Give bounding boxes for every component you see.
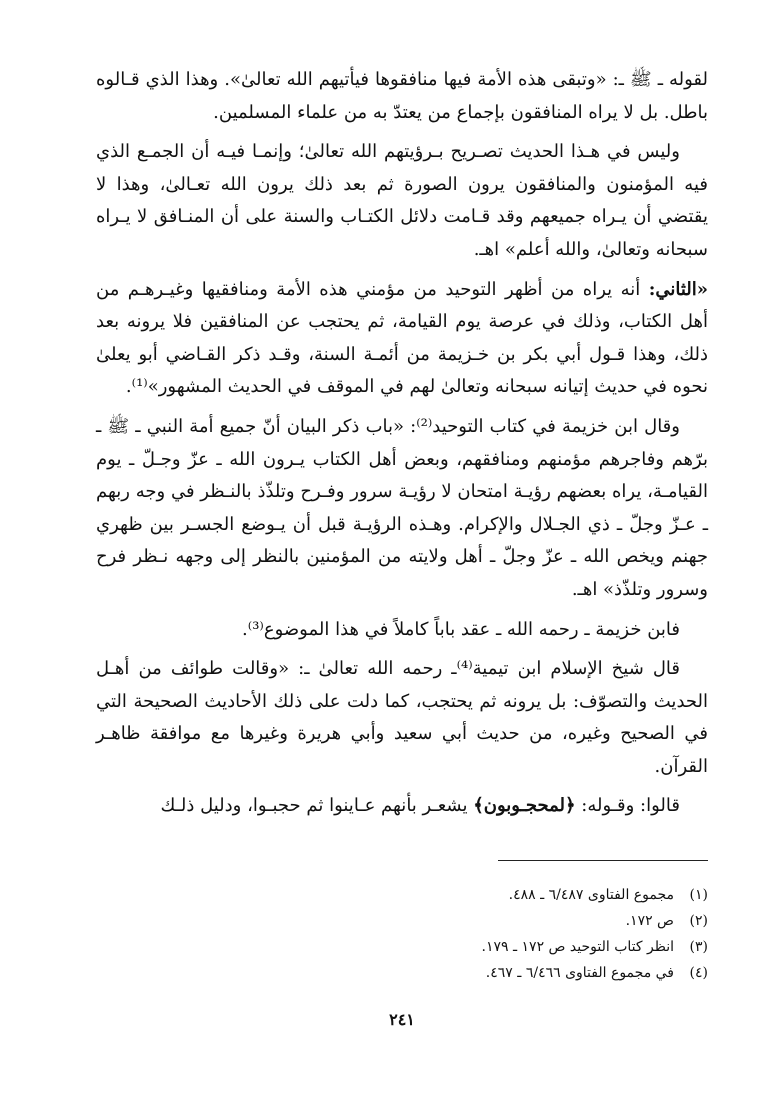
footnote-text: مجموع الفتاوى ٦/٤٨٧ ـ ٤٨٨. xyxy=(508,887,674,903)
footnote-2 xyxy=(96,908,708,934)
paragraph-7 xyxy=(96,790,708,823)
footnote-1 xyxy=(96,882,708,908)
footnote-text: انظر كتاب التوحيد ص ١٧٢ ـ ١٧٩. xyxy=(481,939,674,955)
footnote-separator xyxy=(498,860,708,861)
footnote-number: (٤) xyxy=(689,965,708,981)
paragraph-3-text: أنه يراه من أظهر التوحيد من مؤمني هذه الأمة ومنافقيها وغيـرهـم من أهل الكتاب، وذلك في عرصة يوم القيامة، ثم يحتجب عن المنافقين فلا يرونه بعد ذلك، وهذا قـول أبي بكر بن خـزيمة من أئمـة السنة، وقـد ذكر القـاضي أبو يعلىٰ نحوه في حديث إتيانه سبحانه وتعالىٰ لهم في الموقف في الحديث المشهور»⁽¹⁾. xyxy=(96,278,708,398)
paragraph-4: وقال ابن خزيمة في كتاب التوحيد⁽²⁾: «باب ذكر البيان أنّ جميع أمة النبي ـ ﷺ ـ برّهم وفاجرهم مؤمنهم ومنافقهم، وبعض أهل الكتاب يـرون الله ـ عزّ وجـلّ ـ يوم القيامـة، يراه بعضهم رؤيـة امتحان لا رؤيـة سرور وفـرح وتلذّذ بالنـظر في وجه ربهم ـ عـزّ وجلّ ـ ذي الجـلال والإكرام. وهـذه الرؤيـة قبل أن يـوضع الجسـر بين ظهري جهنم ويخص الله ـ عزّ وجلّ ـ أهل ولايته من المؤمنين بالنظر إلى وجهه نـظر فرح وسرور وتلذّذ» اهـ. xyxy=(96,415,708,600)
footnote-text: في مجموع الفتاوى ٦/٤٦٦ ـ ٤٦٧. xyxy=(485,965,674,981)
footnotes xyxy=(96,882,708,986)
paragraph-7-post: يشعـر بأنهم عـاينوا ثم حجبـوا، ودليل ذلـك xyxy=(160,795,474,817)
quran-quote: ﴿لمحجـوبون﴾ xyxy=(473,795,576,817)
page-body xyxy=(96,64,708,1064)
footnote-number: (٣) xyxy=(689,939,708,955)
footnote-text: ص ١٧٢. xyxy=(625,913,674,929)
paragraph-6: قال شيخ الإسلام ابن تيمية⁽⁴⁾ـ رحمه الله تعالىٰ ـ: «وقالت طوائف من أهـل الحديث والتصوّف: بل يرونه ثم يحتجب، كما دلت على ذلك الأحاديث الصحيحة التي في الصحيح وغيره، من حديث أبي سعيد وأبي هريرة وغيرها مع موافقة ظاهـر القرآن. xyxy=(96,658,708,777)
paragraph-3-lead: «الثاني: xyxy=(648,278,708,300)
footnote-number: (١) xyxy=(689,887,708,903)
footnote-4 xyxy=(96,960,708,986)
footnote-number: (٢) xyxy=(689,913,708,929)
paragraph-1: لقوله ـ ﷺ ـ: «وتبقى هذه الأمة فيها منافقوها فيأتيهم الله تعالىٰ». وهذا الذي قـالوه باطل. بل لا يراه المنافقون بإجماع من يعتدّ به من علماء المسلمين. xyxy=(96,69,708,123)
page-number: ٢٤١ xyxy=(389,1010,415,1029)
paragraph-3 xyxy=(96,274,708,404)
paragraph-2: وليس في هـذا الحديث تصـريح بـرؤيتهم الله تعالىٰ؛ وإنمـا فيـه أن الجمـع الذي فيه المؤمنون والمنافقون يرون الصورة ثم بعد ذلك يرون الله تعـالىٰ، وهذا لا يقتضي أن يـراه جميعهم وقد قـامت دلائل الكتـاب والسنة على أن المنـافق لا يـراه سبحانه وتعالىٰ، والله أعلم» اهـ. xyxy=(96,141,708,260)
paragraph-7-pre: قالوا: وقـوله: xyxy=(575,795,680,817)
paragraph-5: فابن خزيمة ـ رحمه الله ـ عقد باباً كاملاً في هذا الموضوع⁽³⁾. xyxy=(242,618,680,640)
footnote-3 xyxy=(96,934,708,960)
